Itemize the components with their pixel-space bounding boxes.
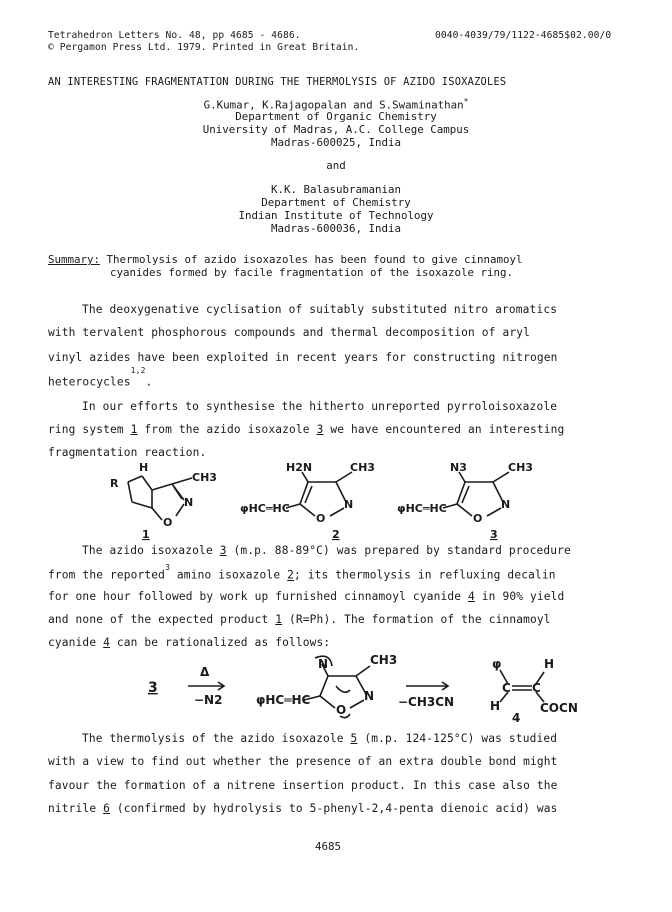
affiliation-dept-2: Department of Chemistry: [261, 196, 411, 209]
carbon-label: C: [532, 681, 541, 695]
author-names-2: K.K. Balasubramanian: [270, 183, 401, 196]
minus-ch3cn-label: −CH3CN: [398, 695, 455, 709]
para3-line5: cyanide 4 can be rationalized as follows:: [48, 636, 331, 649]
styryl-label: φHC═HC: [397, 502, 447, 515]
h2n-label: H2N: [286, 461, 313, 474]
start-compound-3: 3: [148, 680, 158, 696]
para2-line3: fragmentation reaction.: [48, 446, 207, 459]
para1-line3: vinyl azides have been exploited in recent years for constructing nitrogen: [48, 351, 558, 364]
o-label: O: [163, 516, 173, 529]
copyright-line: © Pergamon Press Ltd. 1979. Printed in Great Britain.: [48, 42, 360, 53]
paper-title: AN INTERESTING FRAGMENTATION DURING THE THERMOLYSIS OF AZIDO ISOXAZOLES: [48, 76, 507, 88]
ch3-label: CH3: [508, 461, 533, 474]
n-label: N: [501, 498, 511, 511]
minus-n2-label: −N2: [194, 693, 223, 707]
para4-line4: nitrile 6 (confirmed by hydrolysis to 5-phenyl-2,4-penta dienoic acid) was: [48, 802, 558, 815]
para3-line1: The azido isoxazole 3 (m.p. 88-89°C) was prepared by standard procedure: [82, 544, 571, 557]
compound-ref: 3: [316, 423, 324, 436]
h-label: H: [490, 699, 501, 713]
r-label: R: [110, 477, 119, 490]
h-label: H: [139, 461, 149, 474]
para2-line2: ring system 1 from the azido isoxazole 3 we have encountered an interesting: [48, 423, 565, 436]
para4-line3: favour the formation of a nitrene insertion product. In this case also the: [48, 779, 558, 792]
n3-label: N3: [450, 461, 467, 474]
summary-line-2: cyanides formed by facile fragmentation of the isoxazole ring.: [110, 266, 514, 279]
compound-number-2: 2: [332, 528, 340, 541]
phenyl-label: φ: [492, 657, 502, 671]
compound-number-3: 3: [490, 528, 498, 541]
and-separator: and: [326, 159, 346, 172]
styryl-label: φHC═HC: [256, 693, 311, 707]
journal-citation: Tetrahedron Letters No. 48, pp 4685 - 4686.: [48, 30, 301, 41]
summary-label: Summary:: [48, 253, 101, 266]
ch3-label: CH3: [350, 461, 375, 474]
affiliation-inst-2: Indian Institute of Technology: [238, 209, 434, 222]
styryl-label: φHC═HC: [240, 502, 290, 515]
para4-line1: The thermolysis of the azido isoxazole 5 (m.p. 124-125°C) was studied: [82, 732, 558, 745]
carbon-label: C: [502, 681, 511, 695]
n-label: N: [184, 496, 194, 509]
mechanism-figure: [140, 646, 590, 722]
para3-line2: from the reported$^3$ amino isoxazole 2; its thermolysis in refluxing decalin: [48, 563, 556, 582]
page-number: 4685: [315, 840, 342, 853]
ref-1-2: 1,2: [130, 366, 146, 375]
para1-line1: The deoxygenative cyclisation of suitably substituted nitro aromatics: [82, 303, 558, 316]
delta-label: Δ: [200, 665, 210, 679]
ring-n-label: N: [364, 689, 375, 703]
author-names-1: G.Kumar, K.Rajagopalan and S.Swaminathan: [203, 98, 464, 112]
affiliation-dept-1: Department of Organic Chemistry: [235, 110, 437, 123]
article-code: 0040-4039/79/1122-4685$02.00/0: [435, 30, 612, 41]
ch3-label: CH3: [370, 653, 398, 667]
compound-number-1: 1: [142, 528, 150, 541]
o-label: O: [473, 512, 483, 525]
affiliation-city-2: Madras-600036, India: [270, 222, 401, 235]
para1-line2: with tervalent phosphorous compounds and thermal decomposition of aryl: [48, 326, 530, 339]
para4-line2: with a view to find out whether the presence of an extra double bond might: [48, 755, 558, 768]
cocn-label: COCN: [540, 701, 578, 715]
o-label: O: [336, 703, 347, 717]
affiliation-univ-1: University of Madras, A.C. College Campus: [202, 123, 470, 136]
para1-line4: heterocycles$^{1,2}$.: [48, 366, 153, 389]
compound-number-4: 4: [512, 711, 521, 722]
summary-line-1: Summary: Thermolysis of azido isoxazoles has been found to give cinnamoyl: [48, 253, 523, 266]
h-label: H: [544, 657, 555, 671]
corresponding-star: *: [463, 97, 469, 106]
ch3-label: CH3: [192, 471, 217, 484]
structures-figure: [100, 460, 570, 542]
nitrene-n-label: N: [318, 657, 329, 671]
para3-line4: and none of the expected product 1 (R=Ph). The formation of the cinnamoyl: [48, 613, 551, 626]
o-label: O: [316, 512, 326, 525]
para3-line3: for one hour followed by work up furnished cinnamoyl cyanide 4 in 90% yield: [48, 590, 565, 603]
n-label: N: [344, 498, 354, 511]
para2-line1: In our efforts to synthesise the hitherto unreported pyrroloisoxazole: [82, 400, 558, 413]
affiliation-city-1: Madras-600025, India: [270, 136, 401, 149]
compound-ref: 1: [130, 423, 138, 436]
